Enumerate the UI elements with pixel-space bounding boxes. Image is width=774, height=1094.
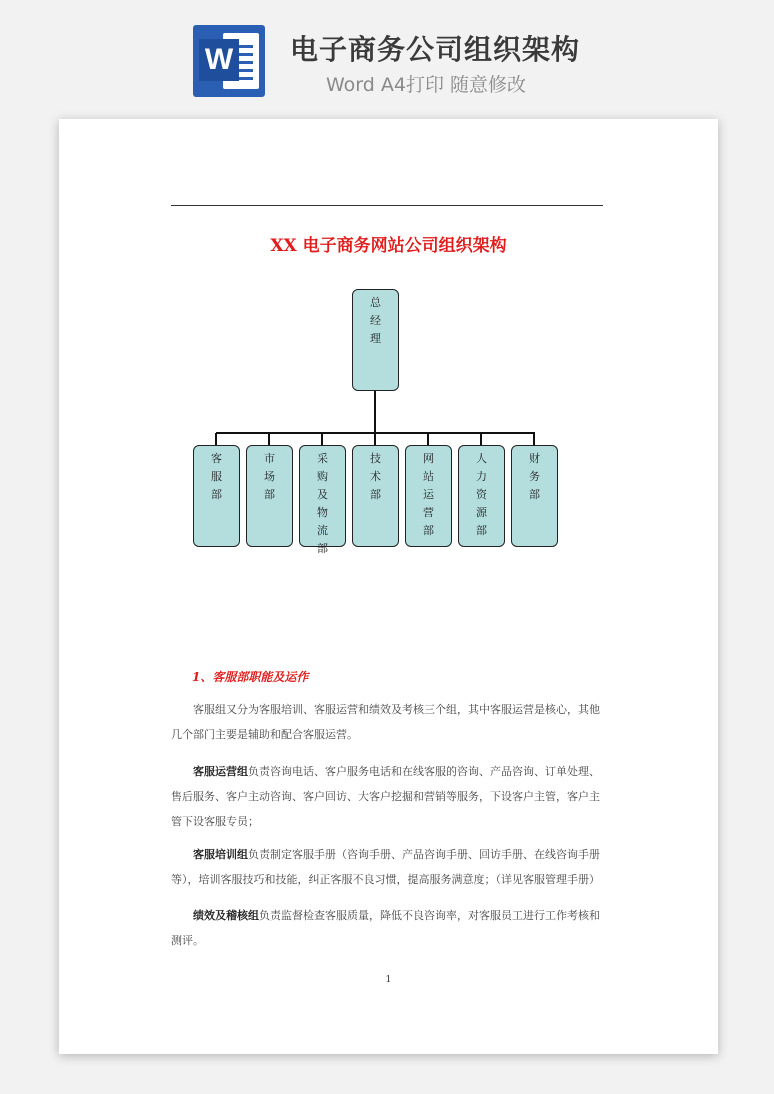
org-box-department: 市 场 部 bbox=[246, 445, 293, 547]
word-letter: W bbox=[199, 39, 239, 81]
paragraph-lead: 客服运营组 bbox=[193, 765, 248, 778]
document-page bbox=[59, 119, 718, 1054]
org-box-department: 客 服 部 bbox=[193, 445, 240, 547]
paragraph-intro: 客服组又分为客服培训、客服运营和绩效及考核三个组，其中客服运营是核心，其他几个部门主要是辅助和配合客服运营。 bbox=[171, 703, 600, 741]
paragraph-training: 客服培训组负责制定客服手册（咨询手册、产品咨询手册、回访手册、在线咨询手册等），培训客服技巧和技能，纠正客服不良习惯，提高服务满意度；（详见客服管理手册） bbox=[171, 848, 600, 886]
org-connector-dept bbox=[480, 433, 482, 445]
org-connector-dept bbox=[268, 433, 270, 445]
paragraph-lead: 客服培训组 bbox=[193, 848, 248, 861]
org-connector-dept bbox=[321, 433, 323, 445]
paragraph-ops: 客服运营组负责咨询电话、客户服务电话和在线客服的咨询、产品咨询、订单处理、售后服务、客户主动咨询、客户回访、大客户挖掘和营销等服务，下设客户主管，客户主管下设客服专员； bbox=[171, 765, 600, 828]
page-number: 1 bbox=[385, 975, 392, 985]
header-title: 电子商务公司组织架构 bbox=[290, 33, 581, 66]
org-box-department: 技 术 部 bbox=[352, 445, 399, 547]
header-rule bbox=[171, 205, 603, 206]
document-title: XX 电子商务网站公司组织架构 bbox=[270, 236, 507, 256]
org-connector-dept bbox=[533, 433, 535, 445]
section-heading: 1、客服部职能及运作 bbox=[192, 670, 309, 684]
org-box-department: 人 力 资 源 部 bbox=[458, 445, 505, 547]
org-connector-dept bbox=[215, 433, 217, 445]
org-connector-dept bbox=[374, 433, 376, 445]
org-connector-vertical bbox=[374, 391, 376, 433]
org-box-department: 网 站 运 营 部 bbox=[405, 445, 452, 547]
header-subtitle: Word A4打印 随意修改 bbox=[326, 74, 527, 96]
org-box-general-manager: 总 经 理 bbox=[352, 289, 399, 391]
word-app-icon bbox=[193, 25, 265, 97]
org-box-department: 采 购 及 物 流 部 bbox=[299, 445, 346, 547]
paragraph-lead: 绩效及稽核组 bbox=[193, 909, 259, 922]
paragraph-audit: 绩效及稽核组负责监督检查客服质量，降低不良咨询率，对客服员工进行工作考核和测评。 bbox=[171, 909, 600, 947]
org-connector-dept bbox=[427, 433, 429, 445]
org-box-department: 财 务 部 bbox=[511, 445, 558, 547]
